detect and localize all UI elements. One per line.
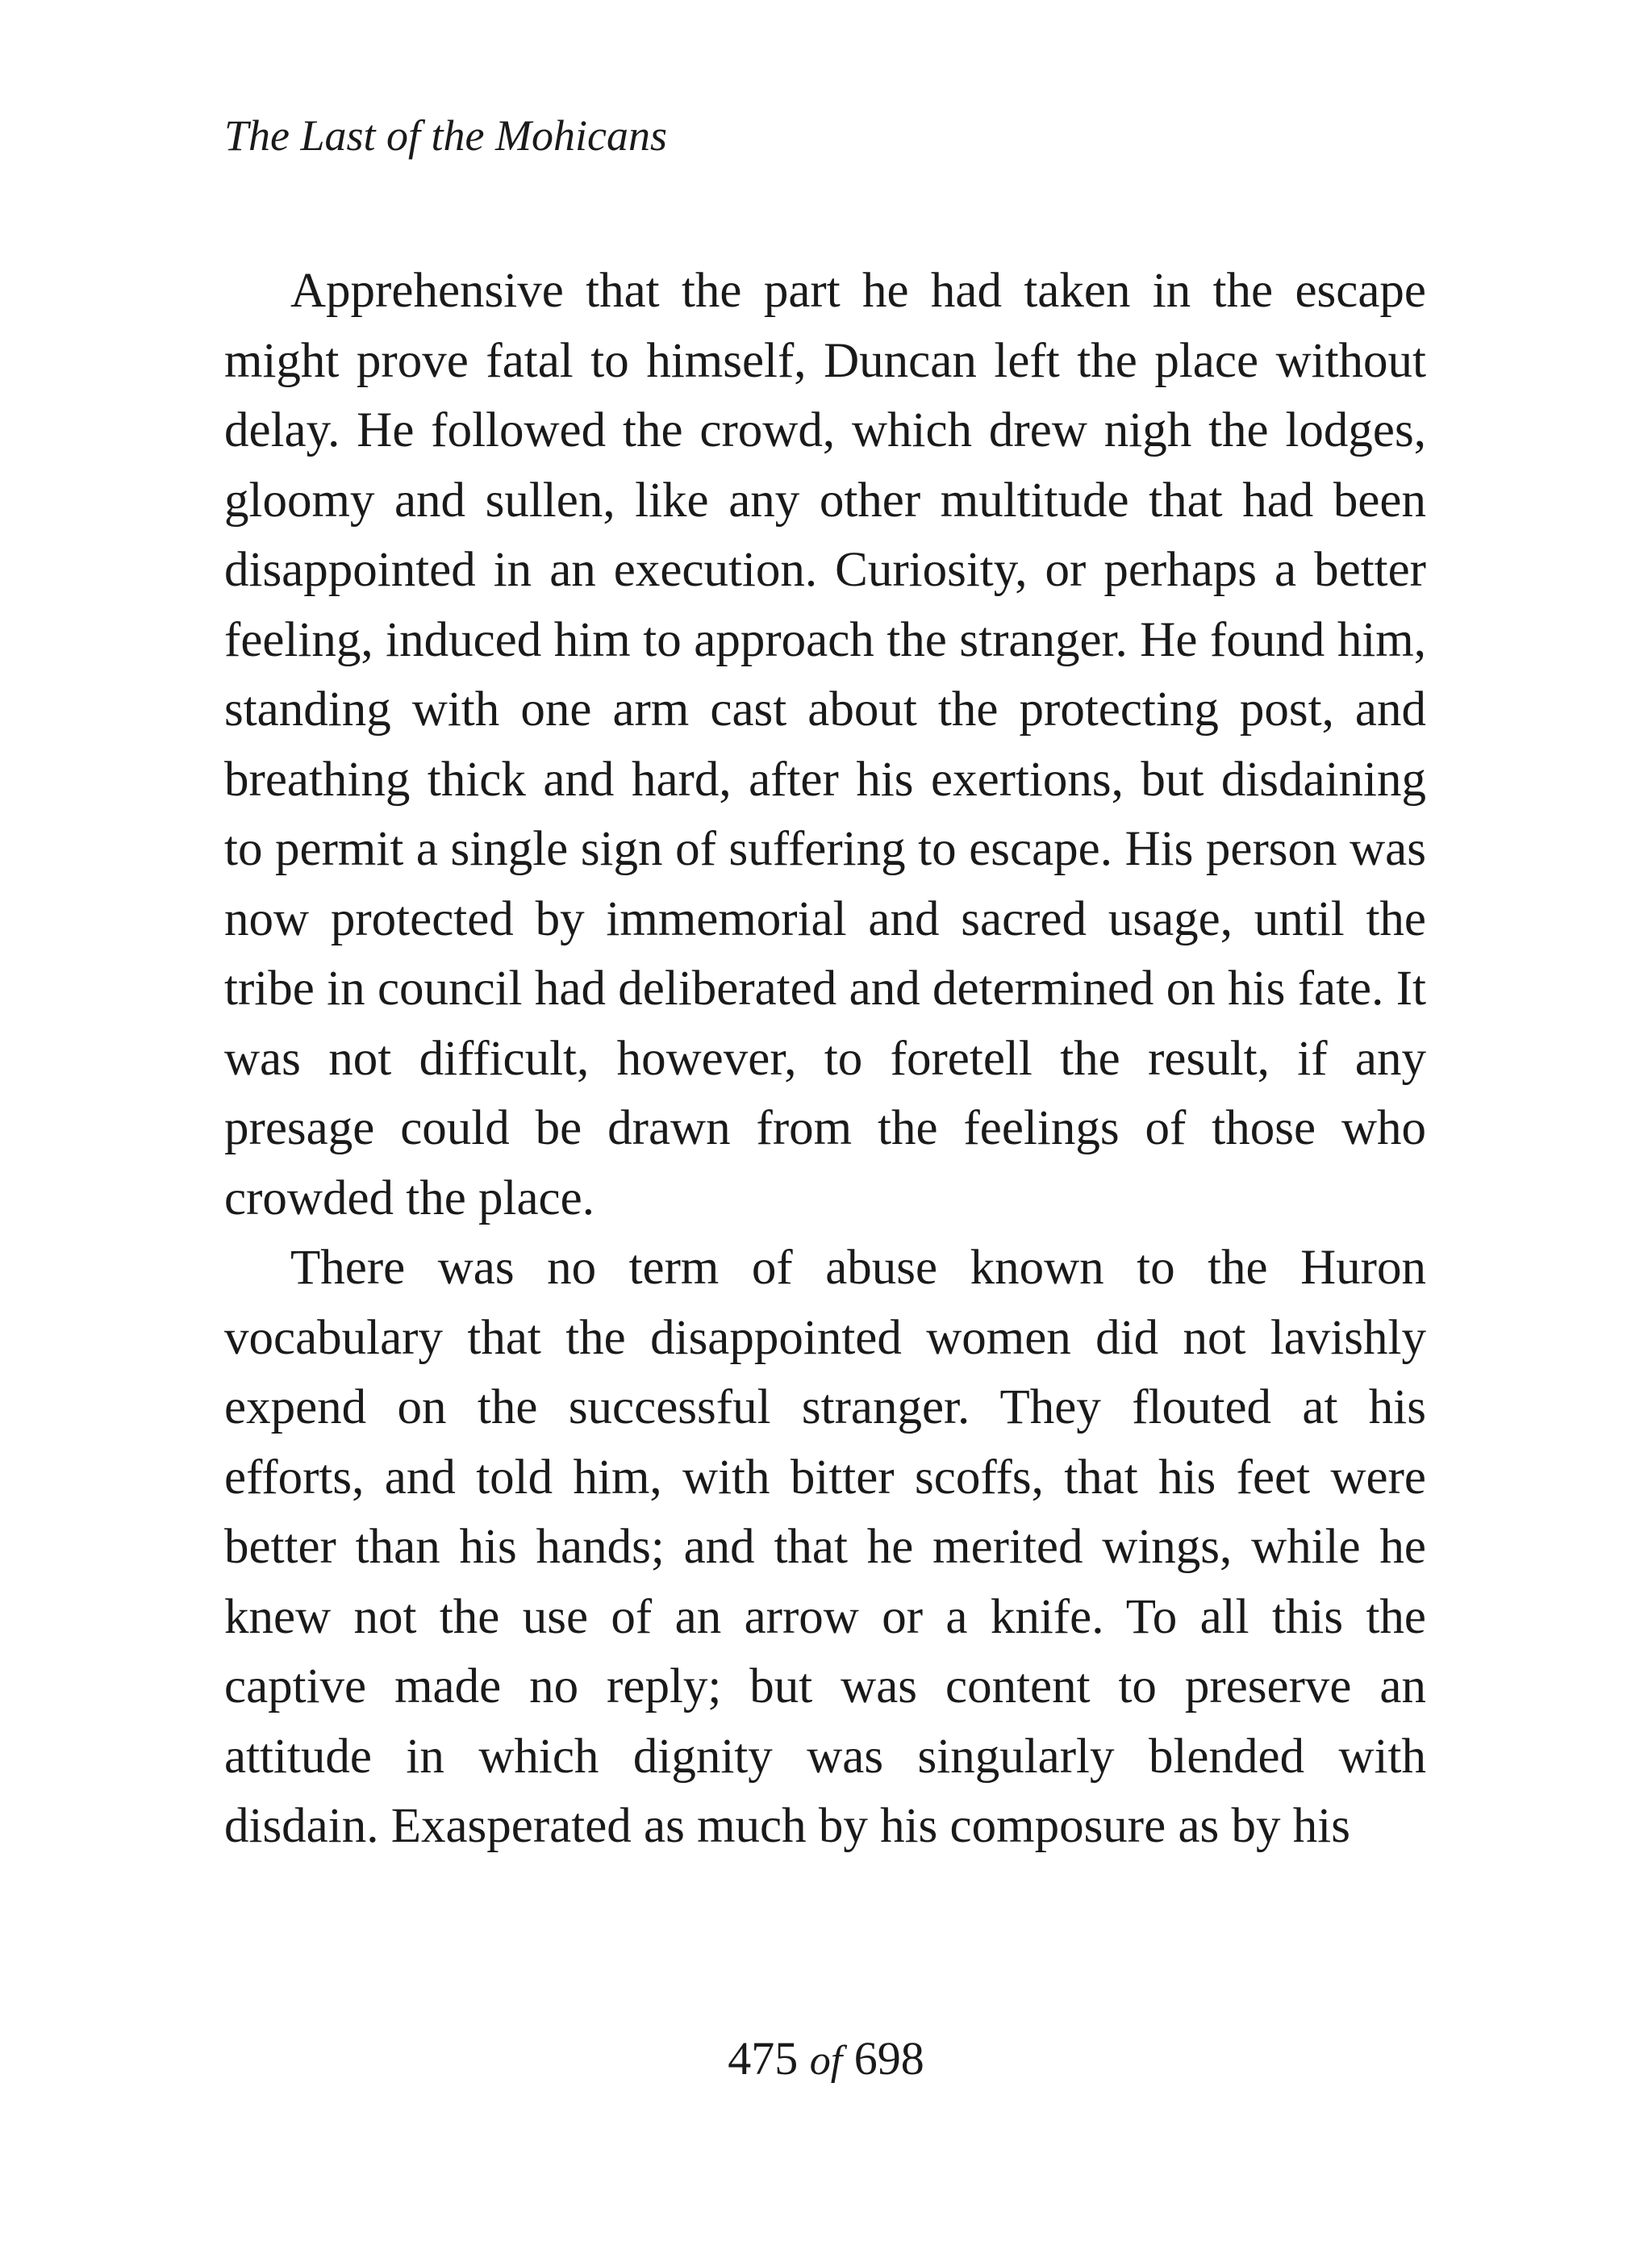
paragraph: There was no term of abuse known to the Huron vocabulary that the disappointed women did not lavishly expend on the successful stranger. They flouted at his efforts, and told him, with bitter scoffs, that his feet were better than his hands; and that he merited wings, while he knew not the use of an arrow or a knife. To all this the captive made no reply; but was content to preserve an attitude in which dignity was singularly blended with disdain. Exasperated as much by his composure as by his (224, 1241, 1426, 1853)
page-number (0, 2027, 1652, 2093)
page-separator: of (809, 2038, 843, 2084)
running-title: The Last of the Mohicans (224, 111, 667, 160)
current-page: 475 (728, 2032, 799, 2085)
total-pages: 698 (853, 2032, 924, 2085)
page-body (224, 257, 1426, 1862)
paragraph: Apprehensive that the part he had taken in the escape might prove fatal to himself, Duncan left the place without delay. He followed the crowd, which drew nigh the lodges, gloomy and sullen, like any other multitude that had been disappointed in an execution. Curiosity, or perhaps a better feeling, induced him to approach the stranger. He found him, standing with one arm cast about the protecting post, and breathing thick and hard, after his exertions, but disdaining to permit a single sign of suffering to escape. His person was now protected by immemorial and sacred usage, until the tribe in council had deliberated and determined on his fate. It was not difficult, however, to foretell the result, if any presage could be drawn from the feelings of those who crowded the place. (224, 264, 1426, 1225)
